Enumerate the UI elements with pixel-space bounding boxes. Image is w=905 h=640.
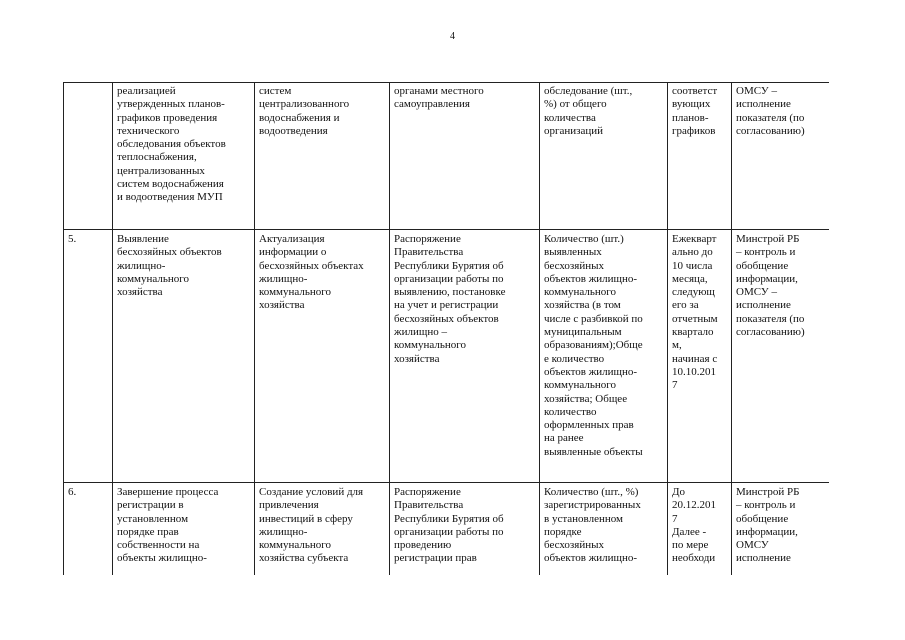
deadline-cell (668, 83, 732, 230)
cell-line: по мере (672, 539, 709, 552)
cell-line: е количество (544, 352, 605, 365)
expected-result-cell (255, 83, 390, 230)
cell-line: централизованного (259, 98, 350, 111)
deadline-cell-text (672, 486, 728, 566)
cell-line: на учет и регистрации (394, 299, 499, 312)
cell-line: ОМСУ (736, 539, 769, 552)
cell-line: числе с разбивкой по (544, 312, 643, 325)
cell-line: месяца, (672, 272, 708, 285)
cell-line: планов- (672, 111, 709, 124)
table-body (64, 83, 830, 576)
cell-line: 10.10.201 (672, 365, 716, 378)
cell-line: жилищно- (259, 525, 308, 538)
cell-line: в установленном (544, 512, 623, 525)
cell-line: вующих (672, 98, 711, 111)
cell-line: графиков проведения (117, 111, 218, 124)
cell-line: регистрации прав (394, 552, 477, 565)
cell-line: регистрации в (117, 499, 184, 512)
event-cell-text (117, 85, 251, 205)
cell-line: обобщение (736, 512, 789, 525)
cell-line: Актуализация (259, 233, 325, 245)
responsible-cell (732, 230, 830, 483)
cell-line: информации, (736, 525, 798, 538)
cell-line: показателя (по (736, 312, 805, 325)
cell-line: Далее - (672, 525, 707, 538)
cell-line: порядке (544, 525, 582, 538)
cell-line: жилищно – (394, 326, 447, 339)
cell-line: организации работы по (394, 272, 504, 285)
cell-line: коммунального (259, 286, 331, 299)
cell-line: ОМСУ – (736, 286, 777, 299)
cell-line: порядке прав (117, 525, 179, 538)
cell-line: хозяйства (259, 299, 305, 312)
cell-line: согласованию) (736, 326, 805, 339)
cell-line: объектов жилищно- (544, 365, 638, 378)
cell-line: Завершение процесса (117, 486, 219, 498)
indicator-cell-text (544, 233, 664, 459)
cell-line: показателя (по (736, 111, 805, 124)
cell-line: 10 числа (672, 259, 713, 272)
responsible-cell-text (736, 233, 826, 339)
cell-line: жилищно- (117, 259, 166, 272)
row-number-cell (64, 83, 113, 230)
table-row (64, 83, 830, 230)
measures-table (63, 82, 829, 575)
cell-line: %) от общего (544, 98, 607, 111)
cell-line: начиная с (672, 352, 718, 365)
cell-line: информации, (736, 272, 798, 285)
cell-line: хозяйства; Общее (544, 392, 628, 405)
cell-line: Правительства (394, 499, 464, 512)
cell-line: инвестиций в сферу (259, 512, 353, 525)
event-cell (113, 483, 255, 576)
cell-line: хозяйства (117, 286, 163, 299)
cell-line: бесхозяйных (544, 259, 604, 272)
cell-line: м, (672, 339, 682, 352)
cell-line: коммунального (259, 539, 331, 552)
cell-line: организации работы по (394, 525, 504, 538)
cell-line: – контроль и (736, 499, 796, 512)
expected-result-cell (255, 483, 390, 576)
cell-line: установленном (117, 512, 189, 525)
row-number-cell (64, 230, 113, 483)
cell-line: исполнение (736, 299, 791, 312)
cell-line: утвержденных планов- (117, 98, 225, 111)
cell-line: бесхозяйных объектов (394, 312, 499, 325)
document-cell-text (394, 233, 536, 366)
cell-line: технического (117, 124, 180, 137)
cell-line: на ранее (544, 432, 584, 445)
cell-line: 7 (672, 379, 678, 392)
deadline-cell-text (672, 85, 728, 138)
cell-line: водоснабжения и (259, 111, 340, 124)
cell-line: систем водоснабжения (117, 178, 224, 191)
cell-line: отчетным (672, 312, 718, 325)
cell-line: выявленные объекты (544, 445, 643, 458)
cell-line: информации о (259, 246, 327, 259)
indicator-cell (540, 230, 668, 483)
deadline-cell (668, 483, 732, 576)
document-cell-text (394, 486, 536, 566)
cell-line: собственности на (117, 539, 200, 552)
indicator-cell-text (544, 85, 664, 138)
cell-line: бесхозяйных (544, 539, 604, 552)
responsible-cell-text (736, 486, 826, 566)
cell-line: объектов жилищно- (544, 552, 638, 565)
responsible-cell (732, 83, 830, 230)
cell-line: Республики Бурятия об (394, 512, 504, 525)
document-cell (390, 83, 540, 230)
cell-line: Ежекварт (672, 233, 717, 245)
responsible-cell (732, 483, 830, 576)
cell-line: Минстрой РБ (736, 233, 800, 245)
event-cell (113, 83, 255, 230)
cell-line: количества (544, 111, 596, 124)
cell-line: зарегистрированных (544, 499, 641, 512)
cell-line: Выявление (117, 233, 169, 245)
cell-line: Республики Бурятия об (394, 259, 504, 272)
cell-line: проведению (394, 539, 452, 552)
cell-line: объектов жилищно- (544, 272, 638, 285)
cell-line: Правительства (394, 246, 464, 259)
cell-line: хозяйства (394, 352, 440, 365)
cell-line: органами местного (394, 85, 484, 97)
cell-line: коммунального (544, 286, 616, 299)
event-cell-text (117, 486, 251, 566)
cell-line: Количество (шт.) (544, 233, 624, 245)
table-row (64, 230, 830, 483)
cell-line: муниципальным (544, 326, 622, 339)
cell-line: обследование (шт., (544, 85, 633, 97)
responsible-cell-text (736, 85, 826, 138)
cell-line: бесхозяйных объектов (117, 246, 222, 259)
cell-line: водоотведения (259, 124, 328, 137)
cell-line: оформленных прав (544, 419, 634, 432)
cell-line: Минстрой РБ (736, 486, 800, 498)
expected-result-cell-text (259, 486, 386, 566)
expected-result-cell-text (259, 85, 386, 138)
cell-line: 20.12.201 (672, 499, 716, 512)
cell-line: реализацией (117, 85, 176, 97)
cell-line: систем (259, 85, 292, 97)
cell-line: Распоряжение (394, 486, 461, 498)
cell-line: До (672, 486, 686, 498)
cell-line: обследования объектов (117, 138, 226, 151)
cell-line: Количество (шт., %) (544, 486, 639, 498)
cell-line: графиков (672, 124, 716, 137)
cell-line: объекты жилищно- (117, 552, 207, 565)
indicator-cell (540, 83, 668, 230)
row-number-cell-text: 5. (68, 233, 77, 245)
cell-line: выявленных (544, 246, 602, 259)
cell-line: самоуправления (394, 98, 470, 111)
cell-line: хозяйства субъекта (259, 552, 349, 565)
document-cell (390, 230, 540, 483)
cell-line: ОМСУ – (736, 85, 777, 97)
cell-line: следующ (672, 286, 715, 299)
cell-line: исполнение (736, 552, 791, 565)
measures-table-wrapper (63, 82, 829, 575)
cell-line: обобщение (736, 259, 789, 272)
cell-line: выявлению, постановке (394, 286, 506, 299)
cell-line: согласованию) (736, 124, 805, 137)
cell-line: привлечения (259, 499, 319, 512)
cell-line: – контроль и (736, 246, 796, 259)
expected-result-cell (255, 230, 390, 483)
cell-line: квартало (672, 326, 714, 339)
deadline-cell (668, 230, 732, 483)
cell-line: теплоснабжения, (117, 151, 197, 164)
cell-line: 7 (672, 512, 678, 525)
cell-line: исполнение (736, 98, 791, 111)
table-row (64, 483, 830, 576)
event-cell-text (117, 233, 251, 299)
document-cell-text (394, 85, 536, 112)
cell-line: его за (672, 299, 699, 312)
cell-line: бесхозяйных объектах (259, 259, 364, 272)
document-cell (390, 483, 540, 576)
indicator-cell-text (544, 486, 664, 566)
page-number: 4 (450, 31, 455, 42)
expected-result-cell-text (259, 233, 386, 313)
cell-line: жилищно- (259, 272, 308, 285)
row-number-cell-text: 6. (68, 486, 77, 498)
cell-line: коммунального (117, 272, 189, 285)
deadline-cell-text (672, 233, 728, 393)
indicator-cell (540, 483, 668, 576)
cell-line: коммунального (394, 339, 466, 352)
cell-line: ально до (672, 246, 713, 259)
cell-line: соответст (672, 85, 718, 97)
event-cell (113, 230, 255, 483)
cell-line: централизованных (117, 164, 205, 177)
cell-line: хозяйства (в том (544, 299, 621, 312)
cell-line: Распоряжение (394, 233, 461, 245)
cell-line: коммунального (544, 379, 616, 392)
cell-line: образованиям);Обще (544, 339, 643, 352)
cell-line: и водоотведения МУП (117, 191, 223, 204)
cell-line: количество (544, 405, 597, 418)
cell-line: Создание условий для (259, 486, 364, 498)
cell-line: организаций (544, 124, 604, 137)
cell-line: необходи (672, 552, 716, 565)
row-number-cell (64, 483, 113, 576)
